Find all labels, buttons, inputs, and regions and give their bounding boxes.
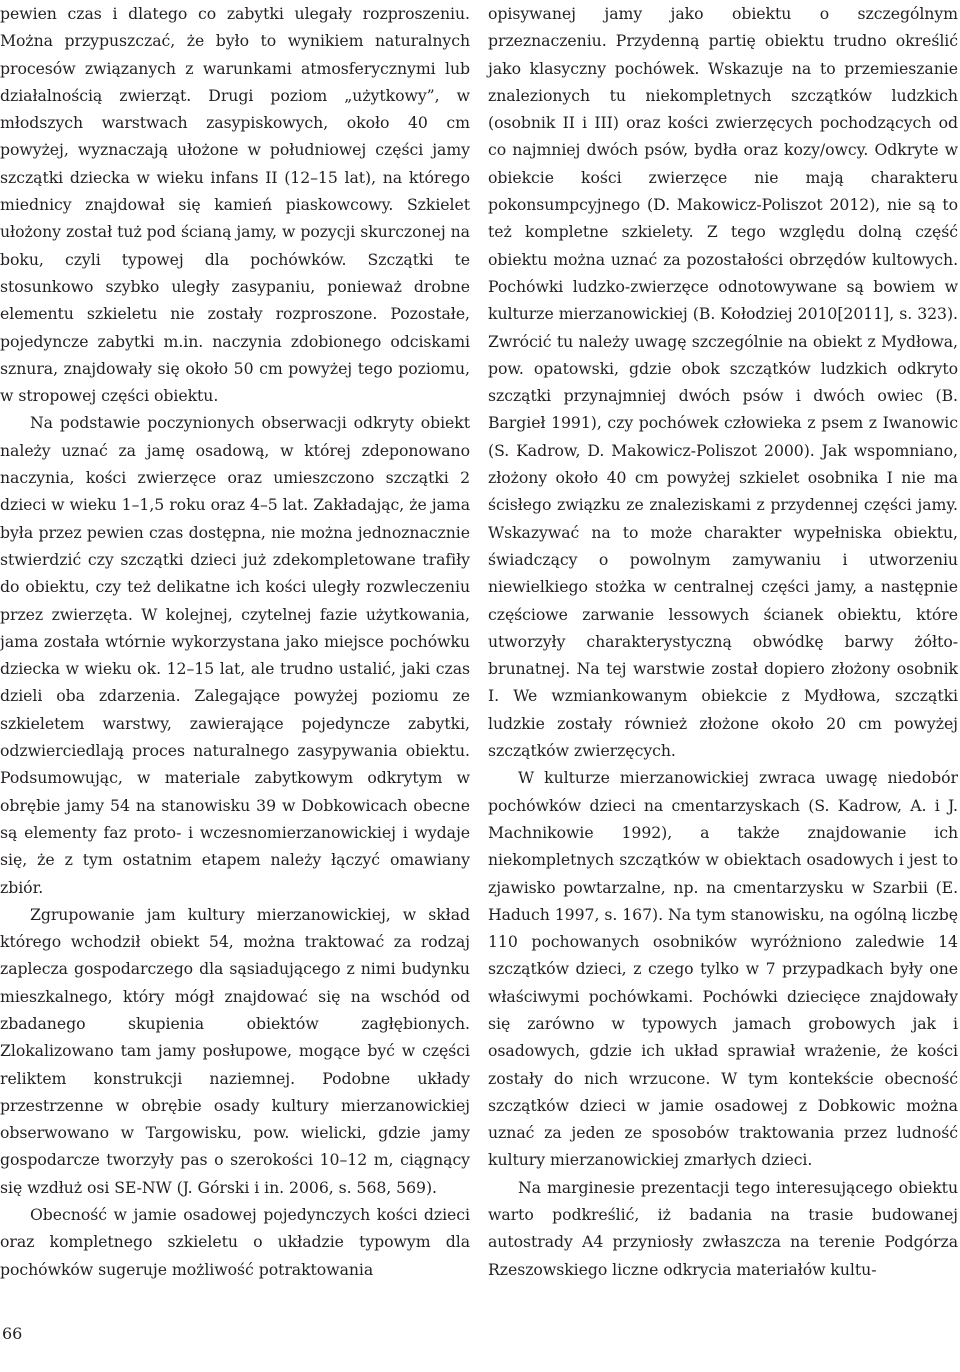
paragraph: opisywanej jamy jako obiektu o szczególnym przeznaczeniu. Przydenną partię obiektu trudno określić jako klasyczny pochówek. Wskazuje na to przemieszanie znalezionych tu niekompletnych szczątków ludzkich (osobnik II i III) oraz kości zwierzęcych pochodzących od co najmniej dwóch psów, bydła oraz kozy/owcy. Odkryte w obiekcie kości zwierzęce nie mają charakteru pokonsumpcyjnego (D. Makowicz-Poliszot 2012), nie są to też kompletne szkielety. Z tego względu dolną część obiektu można uznać za pozostałości obrzędów kultowych. Pochówki ludzko-zwierzęce odnotowywane są bowiem w kulturze mierzanowickiej (B. Kołodziej 2010[2011], s. 323). Zwrócić tu należy uwagę szczególnie na obiekt z Mydłowa, pow. opatowski, gdzie obok szczątków ludzkich odkryto szczątki przynajmniej dwóch psów i dwóch owiec (B. Bargieł 1991), czy pochówek człowieka z psem z Iwanowic (S. Kadrow, D. Makowicz-Poliszot 2000). Jak wspomniano, złożony około 40 cm powyżej szkielet osobnika I nie ma ścisłego związku ze znaleziskami z przydennej części jamy. Wskazywać na to może charakter wypełniska obiektu, świadczący o powolnym zamywaniu i utworzeniu niewielkiego stożka w centralnej części jamy, a następnie częściowe zarwanie lessowych ścianek obiektu, które utworzyły charakterystyczną obwódkę barwy żółto-brunatnej. Na tej warstwie został dopiero złożony osobnik I. We wzmiankowanym obiekcie z Mydłowa, szczątki ludzkie zostały również złożone około 20 cm powyżej szczątków zwierzęcych.: [488, 4, 958, 761]
page-number: 66: [2, 1324, 23, 1343]
paragraph: Zgrupowanie jam kultury mierzanowickiej, w skład którego wchodził obiekt 54, można traktować za rodzaj zaplecza gospodarczego dla sąsiadującego z nimi budynku mieszkalnego, który mógł znajdować się na wschód od zbadanego skupienia obiektów zagłębionych. Zlokalizowano tam jamy posłupowe, mogące być w części reliktem konstrukcji naziemnej. Podobne układy przestrzenne w obrębie osady kultury mierzanowickiej obserwowano w Targowisku, pow. wielicki, gdzie jamy gospodarcze tworzyły pas o szerokości 10–12 m, ciągnący się wzdłuż osi SE-NW (J. Górski i in. 2006, s. 568, 569).: [0, 904, 470, 1197]
paragraph: Na podstawie poczynionych obserwacji odkryty obiekt należy uznać za jamę osadową, w której zdeponowano naczynia, kości zwierzęce oraz umieszczono szczątki 2 dzieci w wieku 1–1,5 roku oraz 4–5 lat. Zakładając, że jama była przez pewien czas dostępna, nie można jednoznacznie stwierdzić czy szczątki dzieci już zdekompletowane trafiły do obiektu, czy też delikatne ich kości uległy rozwleczeniu przez zwierzęta. W kolejnej, czytelnej fazie użytkowania, jama została wtórnie wykorzystana jako miejsce pochówku dziecka w wieku ok. 12–15 lat, ale trudno ustalić, jaki czas dzieli oba zdarzenia. Zalegające powyżej poziomu ze szkieletem warstwy, zawierające pojedyncze zabytki, odzwierciedlają proces naturalnego zasypywania obiektu. Podsumowując, w materiale zabytkowym odkrytym w obrębie jamy 54 na stanowisku 39 w Dobkowicach obecne są elementy faz proto- i wczesnomierzanowickiej i wydaje się, że z tym ostatnim etapem należy łączyć omawiany zbiór.: [0, 413, 470, 897]
paragraph: Na marginesie prezentacji tego interesującego obiektu warto podkreślić, iż badania na trasie budowanej autostrady A4 przyniosły zwłaszcza na terenie Podgórza Rzeszowskiego liczne odkrycia materiałów kultu-: [488, 1177, 958, 1279]
paragraph: Obecność w jamie osadowej pojedynczych kości dzieci oraz kompletnego szkieletu o układzie typowym dla pochówków sugeruje możliwość potraktowania: [0, 1205, 470, 1279]
paragraph: pewien czas i dlatego co zabytki ulegały rozproszeniu. Można przypuszczać, że było to wynikiem naturalnych procesów związanych z warunkami atmosferycznymi lub działalnością zwierząt. Drugi poziom „użytkowy”, w młodszych warstwach zasypiskowych, około 40 cm powyżej, wyznaczają ułożone w południowej części jamy szczątki dziecka w wieku infans II (12–15 lat), na którego miednicy znajdował się kamień piaskowcowy. Szkielet ułożony został tuż pod ścianą jamy, w pozycji skurczonej na boku, czyli typowej dla pochówków. Szczątki te stosunkowo szybko uległy zasypaniu, ponieważ drobne elementu szkieletu nie zostały rozproszone. Pozostałe, pojedyncze zabytki m.in. naczynia zdobionego odciskami sznura, znajdowały się około 50 cm powyżej tego poziomu, w stropowej części obiektu.: [0, 4, 470, 406]
left-column: [0, 0, 470, 1283]
right-column: [488, 0, 958, 1283]
paragraph: W kulturze mierzanowickiej zwraca uwagę niedobór pochówków dzieci na cmentarzyskach (S. Kadrow, A. i J. Machnikowie 1992), a także znajdowanie ich niekompletnych szczątków w obiektach osadowych i jest to zjawisko powtarzalne, np. na cmentarzysku w Szarbii (E. Haduch 1997, s. 167). Na tym stanowisku, na ogólną liczbę 110 pochowanych osobników wyróżniono zaledwie 14 szczątków dzieci, z czego tylko w 7 przypadkach były one właściwymi pochówkami. Pochówki dziecięce znajdowały się zarówno w typowych jamach grobowych jak i osadowych, gdzie ich układ sprawiał wrażenie, że kości zostały do nich wrzucone. W tym kontekście obecność szczątków dzieci w jamie osadowej z Dobkowic można uznać za jeden ze sposobów traktowania przez ludność kultury mierzanowickiej zmarłych dzieci.: [488, 768, 958, 1170]
